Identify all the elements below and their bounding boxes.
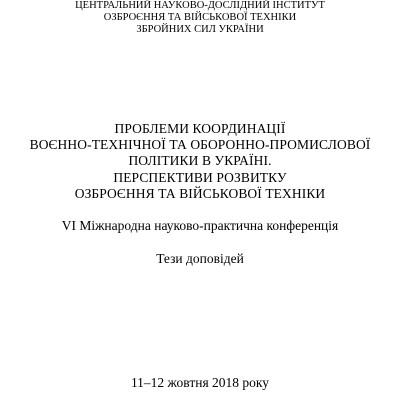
institute-line-3: ЗБРОЙНИХ СИЛ УКРАЇНИ [136, 24, 264, 35]
title-line-5: ОЗБРОЄННЯ ТА ВІЙСЬКОВОЇ ТЕХНІКИ [74, 185, 326, 201]
event-date: 11–12 жовтня 2018 року [130, 375, 270, 390]
document-title [0, 121, 400, 202]
title-line-4: ПЕРСПЕКТИВИ РОЗВИТКУ [113, 169, 287, 185]
conference-name: VI Міжнародна науково-практична конференція [61, 218, 339, 233]
title-line-3: ПОЛІТИКИ В УКРАЇНІ. [128, 153, 272, 169]
institute-header [0, 0, 400, 36]
institute-line-1: ЦЕНТРАЛЬНИЙ НАУКОВО-ДОСЛІДНИЙ ІНСТИТУТ [75, 0, 325, 11]
theses-label: Тези доповідей [156, 251, 244, 266]
title-line-1: ПРОБЛЕМИ КООРДИНАЦІЇ [114, 121, 286, 136]
institute-line-2: ОЗБРОЄННЯ ТА ВІЙСЬКОВОЇ ТЕХНІКИ [103, 12, 297, 23]
title-line-2: ВОЄННО-ТЕХНІЧНОЇ ТА ОБОРОННО-ПРОМИСЛОВОЇ [29, 137, 371, 153]
